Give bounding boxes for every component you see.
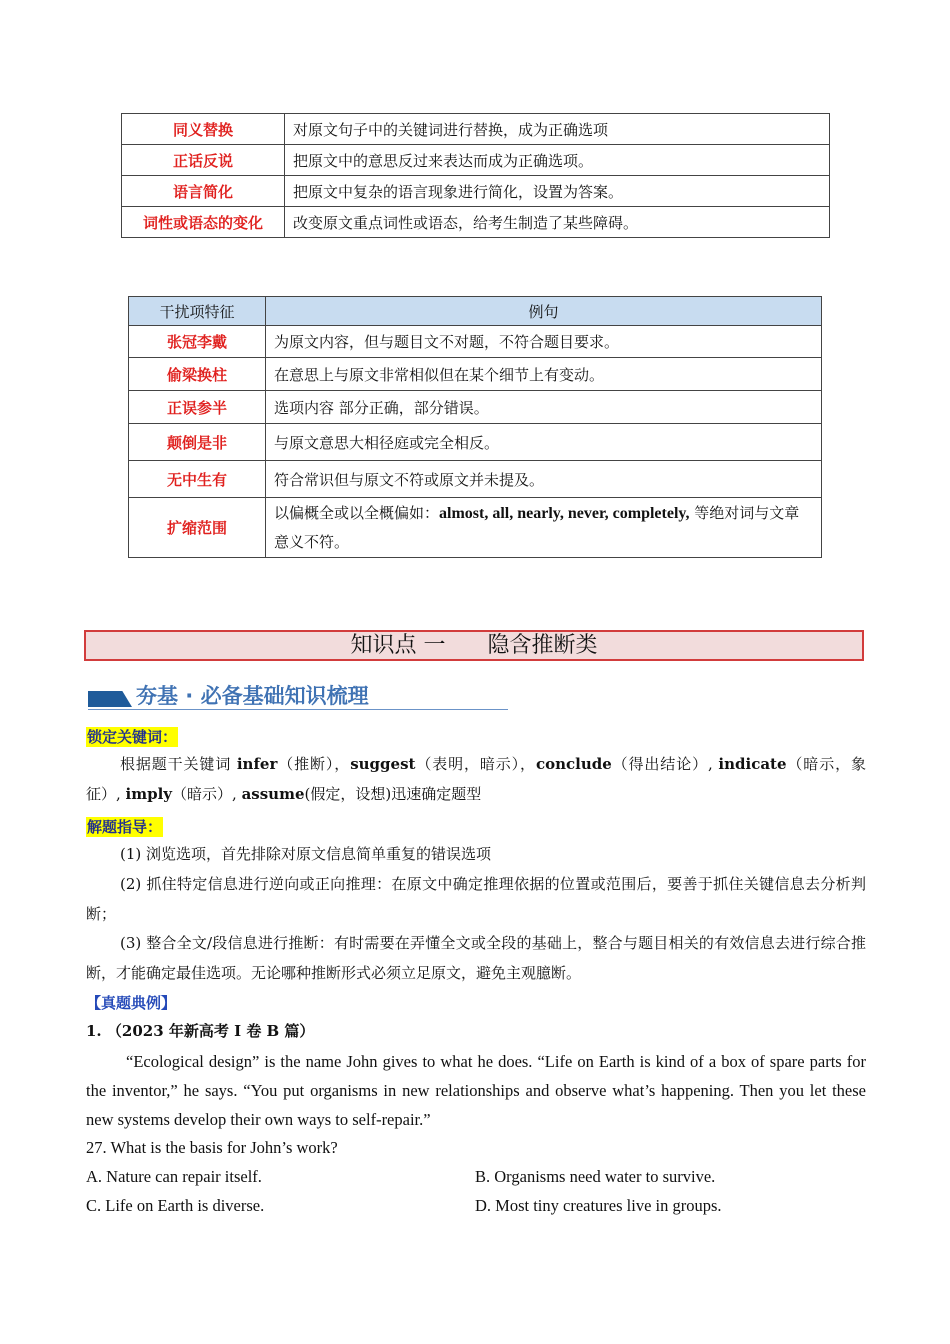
table-row [122, 207, 830, 238]
technique-name: 正话反说 [122, 145, 285, 176]
guide-label: 解题指导： [87, 818, 163, 836]
distractor-example: 在意思上与原文非常相似但在某个细节上有变动。 [266, 358, 822, 391]
technique-name: 同义替换 [122, 114, 285, 145]
keyword-term: indicate [718, 755, 787, 773]
table-header-feature: 干扰项特征 [129, 297, 266, 326]
distractor-type: 正误参半 [129, 391, 266, 424]
guide-item-3: (3) 整合全文/段信息进行推断：有时需要在弄懂全文或全段的基础上，整合与题目相关的有效信息去进行综合推断，才能确定最佳选项。无论哪种推断形式必须立足原文，避免主观臆断。 [86, 934, 866, 982]
option-a[interactable]: A. Nature can repair itself. [86, 1167, 262, 1186]
distractor-type: 颠倒是非 [129, 424, 266, 461]
question-title: 1. （2023 年新高考 I 卷 B 篇） [86, 1022, 315, 1040]
subheading-title: 夯基 · 必备基础知识梳理 [136, 684, 369, 708]
table-row [122, 176, 830, 207]
passage-text: “Ecological design” is the name John gives to what he does. “Life on Earth is kind of a box of spare parts for the inventor,” he says. “You put organisms in new relationships and observe what’s happening. Then you let these new systems develop their own ways to self-repair.” [86, 1052, 866, 1129]
technique-description: 对原文句子中的关键词进行替换，成为正确选项 [285, 114, 830, 145]
table-row [129, 461, 822, 498]
keyword-text: 根据题干关键词 [120, 755, 237, 773]
technique-table [121, 113, 830, 238]
technique-description: 把原文中的意思反过来表达而成为正确选项。 [285, 145, 830, 176]
question-text: 27. What is the basis for John’s work? [86, 1138, 338, 1157]
subheading-bar-icon [88, 691, 132, 707]
example-label: 【真题典例】 [86, 994, 177, 1012]
table-row [129, 358, 822, 391]
keyword-text: （表明，暗示）， [415, 755, 536, 773]
table-header-example: 例句 [266, 297, 822, 326]
table-row [122, 145, 830, 176]
option-c[interactable]: C. Life on Earth is diverse. [86, 1196, 265, 1215]
technique-description: 把原文中复杂的语言现象进行简化，设置为答案。 [285, 176, 830, 207]
example-text-prefix: 以偏概全或以全概偏如： [274, 503, 440, 522]
keywords-paragraph [86, 750, 866, 809]
keyword-text: （得出结论）, [611, 755, 719, 773]
distractor-type: 扩缩范围 [129, 498, 266, 558]
keyword-text: （推断）， [277, 755, 351, 773]
subheading-underline [88, 709, 508, 710]
table-row [129, 498, 822, 558]
distractor-type: 无中生有 [129, 461, 266, 498]
keyword-term: imply [125, 784, 173, 803]
option-b[interactable]: B. Organisms need water to survive. [475, 1167, 716, 1186]
technique-name: 语言简化 [122, 176, 285, 207]
keyword-term: suggest [350, 755, 416, 773]
distractor-example [266, 498, 822, 558]
table-row [122, 114, 830, 145]
keyword-term: assume [241, 784, 305, 803]
distractor-type: 偷梁换柱 [129, 358, 266, 391]
guide-item-2: (2) 抓住特定信息进行逆向或正向推理：在原文中确定推理依据的位置或范围后，要善于抓住关键信息去分析判断； [86, 875, 866, 923]
keyword-text: （暗示，象征）, [86, 755, 866, 803]
distractor-example: 选项内容 部分正确，部分错误。 [266, 391, 822, 424]
example-text-suffix: 等绝对词与文章意义不符。 [274, 503, 800, 551]
keyword-term: conclude [535, 755, 612, 773]
table-row [129, 391, 822, 424]
technique-name: 词性或语态的变化 [122, 207, 285, 238]
keyword-term: infer [236, 755, 278, 773]
distractor-example: 符合常识但与原文不符或原文并未提及。 [266, 461, 822, 498]
table-row [129, 424, 822, 461]
option-d[interactable]: D. Most tiny creatures live in groups. [475, 1196, 722, 1215]
distractor-example: 与原文意思大相径庭或完全相反。 [266, 424, 822, 461]
keyword-text: (假定，设想)迅速确定题型 [304, 784, 482, 803]
keywords-label: 锁定关键词： [87, 728, 178, 746]
example-keywords: almost, all, nearly, never, completely, [439, 504, 690, 522]
distractor-type: 张冠李戴 [129, 326, 266, 358]
table-row [129, 326, 822, 358]
distractor-example: 为原文内容，但与题目文不对题，不符合题目要求。 [266, 326, 822, 358]
keyword-text: （暗示）, [172, 784, 242, 803]
section-banner: 知识点 一 隐含推断类 [84, 630, 864, 661]
technique-description: 改变原文重点词性或语态，给考生制造了某些障碍。 [285, 207, 830, 238]
distractor-table [128, 296, 822, 558]
guide-item-1: (1) 浏览选项，首先排除对原文信息简单重复的错误选项 [120, 845, 492, 863]
